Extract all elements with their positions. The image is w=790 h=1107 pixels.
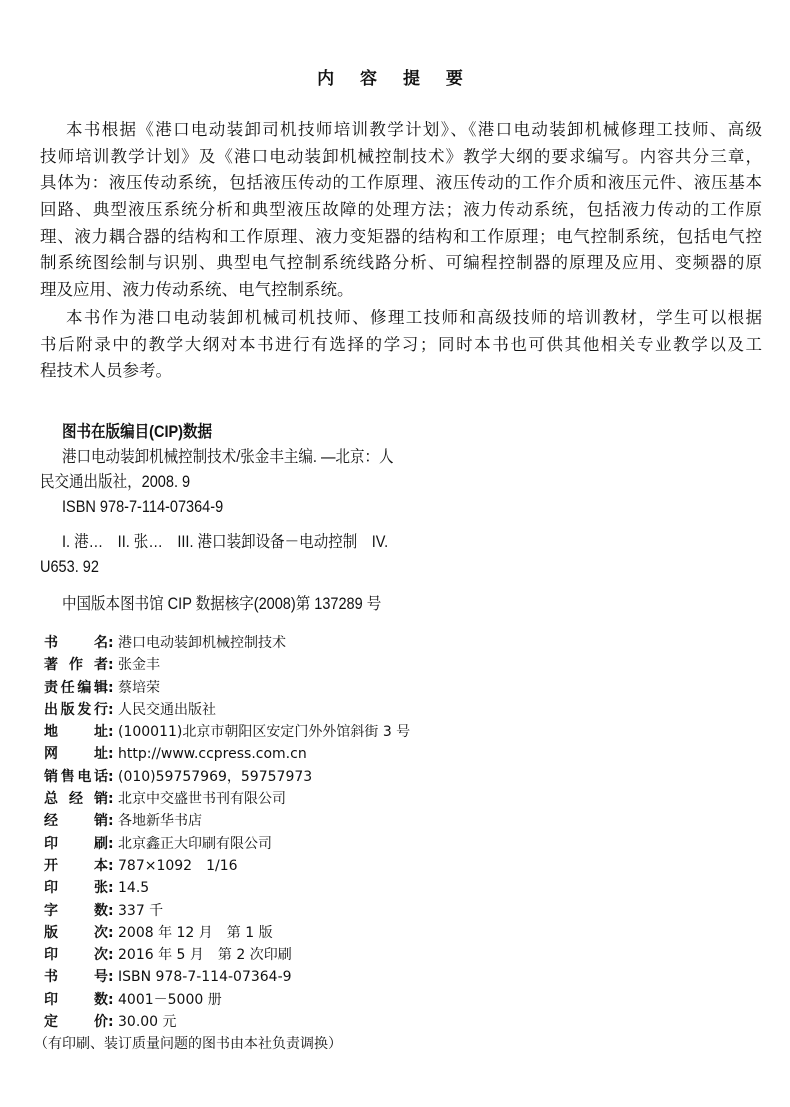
colophon-colon: : bbox=[108, 924, 114, 941]
text-line: 技师培训教学计划》及《港口电动装卸机械控制技术》教学大纲的要求编写。内容共分三章， bbox=[40, 146, 762, 166]
colophon-label: 印刷 bbox=[44, 835, 108, 852]
cip-record-number: 中国版本图书馆 CIP 数据核字(2008)第 137289 号 bbox=[62, 595, 382, 613]
colophon-value: 港口电动装卸机械控制技术 bbox=[118, 635, 286, 651]
colophon-colon: : bbox=[108, 902, 114, 919]
colophon-label: 出版发行 bbox=[44, 701, 108, 718]
colophon-label: 地址 bbox=[44, 724, 108, 741]
colophon-label: 经销 bbox=[44, 813, 108, 830]
colophon-row bbox=[44, 810, 410, 832]
colophon-value: 2016 年 5 月 第 2 次印刷 bbox=[118, 947, 292, 964]
colophon-row bbox=[44, 699, 410, 721]
colophon-value: 30.00 元 bbox=[118, 1014, 177, 1031]
colophon bbox=[34, 632, 411, 1055]
colophon-label: 开本 bbox=[44, 857, 108, 874]
colophon-value: http://www.ccpress.com.cn bbox=[118, 746, 307, 763]
cip-line: 民交通出版社，2008. 9 bbox=[40, 473, 191, 491]
cip-heading: 图书在版编目(CIP)数据 bbox=[62, 423, 213, 441]
colophon-colon: : bbox=[108, 857, 114, 874]
text-line: 理、液力耦合器的结构和工作原理、液力变矩器的结构和工作原理；电气控制系统，包括电气控 bbox=[40, 226, 762, 246]
colophon-row bbox=[44, 989, 410, 1011]
colophon-label: 书名 bbox=[44, 635, 108, 651]
colophon-value: 337 千 bbox=[118, 902, 164, 919]
colophon-value: 北京鑫正大印刷有限公司 bbox=[118, 835, 272, 852]
colophon-value: (010)59757969，59757973 bbox=[118, 768, 313, 785]
colophon-value: 北京中交盛世书刊有限公司 bbox=[118, 791, 286, 808]
colophon-value: (100011)北京市朝阳区安定门外外馆斜街 3 号 bbox=[118, 724, 411, 741]
colophon-row bbox=[44, 743, 410, 765]
colophon-row bbox=[44, 766, 410, 788]
text-line: 本书作为港口电动装卸机械司机技师、修理工技师和高级技师的培训教材，学生可以根据 bbox=[66, 308, 762, 327]
colophon-label: 印张 bbox=[44, 880, 108, 897]
colophon-row bbox=[44, 900, 410, 922]
colophon-row bbox=[44, 944, 410, 966]
cip-classification: I. 港… II. 张… III. 港口装卸设备－电动控制 IV. bbox=[62, 533, 389, 551]
cip-data-block bbox=[40, 420, 394, 617]
colophon-colon: : bbox=[108, 1014, 114, 1031]
colophon-colon: : bbox=[108, 969, 114, 986]
colophon-colon: : bbox=[108, 791, 114, 808]
colophon-label: 定价 bbox=[44, 1014, 108, 1031]
colophon-label: 总经销 bbox=[44, 791, 108, 808]
colophon-row bbox=[44, 677, 410, 699]
colophon-value: 蔡培荣 bbox=[118, 679, 160, 696]
colophon-label: 印次 bbox=[44, 947, 108, 964]
summary-paragraph-2 bbox=[40, 305, 762, 385]
cip-isbn: ISBN 978-7-114-07364-9 bbox=[62, 498, 224, 516]
colophon-label: 网址 bbox=[44, 746, 108, 763]
cip-classification-code: U653. 92 bbox=[40, 558, 99, 576]
colophon-colon: : bbox=[108, 635, 114, 651]
colophon-row bbox=[44, 855, 410, 877]
text-line: 理及应用、液力传动系统、电气控制系统。 bbox=[40, 280, 354, 300]
colophon-value: 4001－5000 册 bbox=[118, 991, 222, 1008]
colophon-row bbox=[44, 1011, 410, 1033]
colophon-value: 人民交通出版社 bbox=[118, 701, 216, 718]
colophon-label: 印数 bbox=[44, 991, 108, 1008]
quality-note: （有印刷、装订质量问题的图书由本社负责调换） bbox=[34, 1036, 342, 1053]
text-line: 制系统图绘制与识别、典型电气控制系统线路分析、可编程控制器的原理及应用、变频器的原 bbox=[40, 253, 762, 273]
colophon-colon: : bbox=[108, 701, 114, 718]
colophon-colon: : bbox=[108, 746, 114, 763]
text-line: 本书根据《港口电动装卸司机技师培训教学计划》、《港口电动装卸机械修理工技师、高级 bbox=[66, 120, 762, 139]
colophon-row bbox=[44, 966, 410, 988]
colophon-row bbox=[44, 654, 410, 676]
text-line: 回路、典型液压系统分析和典型液压故障的处理方法；液力传动系统，包括液力传动的工作原 bbox=[40, 200, 762, 220]
colophon-colon: : bbox=[108, 657, 114, 674]
colophon-label: 版次 bbox=[44, 924, 108, 941]
colophon-label: 著作者 bbox=[44, 657, 108, 674]
colophon-value: 各地新华书店 bbox=[118, 813, 202, 830]
colophon-colon: : bbox=[108, 813, 114, 830]
colophon-value: 张金丰 bbox=[118, 657, 160, 674]
text-line: 书后附录中的教学大纲对本书进行有选择的学习；同时本书也可供其他相关专业教学以及工 bbox=[40, 334, 762, 354]
page-title: 内 容 提 要 bbox=[317, 69, 473, 89]
colophon-colon: : bbox=[108, 679, 114, 696]
cip-line: 港口电动装卸机械控制技术/张金丰主编. —北京：人 bbox=[62, 448, 394, 466]
colophon-value: ISBN 978-7-114-07364-9 bbox=[118, 969, 292, 986]
colophon-row bbox=[44, 833, 410, 855]
colophon-colon: : bbox=[108, 768, 114, 785]
colophon-colon: : bbox=[108, 947, 114, 964]
colophon-row bbox=[44, 877, 410, 899]
colophon-row bbox=[44, 922, 410, 944]
text-line: 具体为：液压传动系统，包括液压传动的工作原理、液压传动的工作介质和液压元件、液压基本 bbox=[40, 173, 762, 193]
colophon-colon: : bbox=[108, 835, 114, 852]
colophon-value: 787×1092 1/16 bbox=[118, 857, 238, 874]
colophon-colon: : bbox=[108, 880, 114, 897]
text-line: 程技术人员参考。 bbox=[40, 361, 172, 381]
colophon-label: 字数 bbox=[44, 902, 108, 919]
colophon-row bbox=[44, 788, 410, 810]
colophon-label: 书号 bbox=[44, 969, 108, 986]
colophon-colon: : bbox=[108, 991, 114, 1008]
colophon-value: 2008 年 12 月 第 1 版 bbox=[118, 924, 273, 941]
colophon-row bbox=[44, 632, 410, 654]
colophon-value: 14.5 bbox=[118, 880, 150, 897]
colophon-row bbox=[44, 721, 410, 743]
colophon-label: 责任编辑 bbox=[44, 679, 108, 696]
colophon-label: 销售电话 bbox=[44, 768, 108, 785]
summary-paragraph-1 bbox=[40, 117, 762, 304]
colophon-colon: : bbox=[108, 724, 114, 741]
